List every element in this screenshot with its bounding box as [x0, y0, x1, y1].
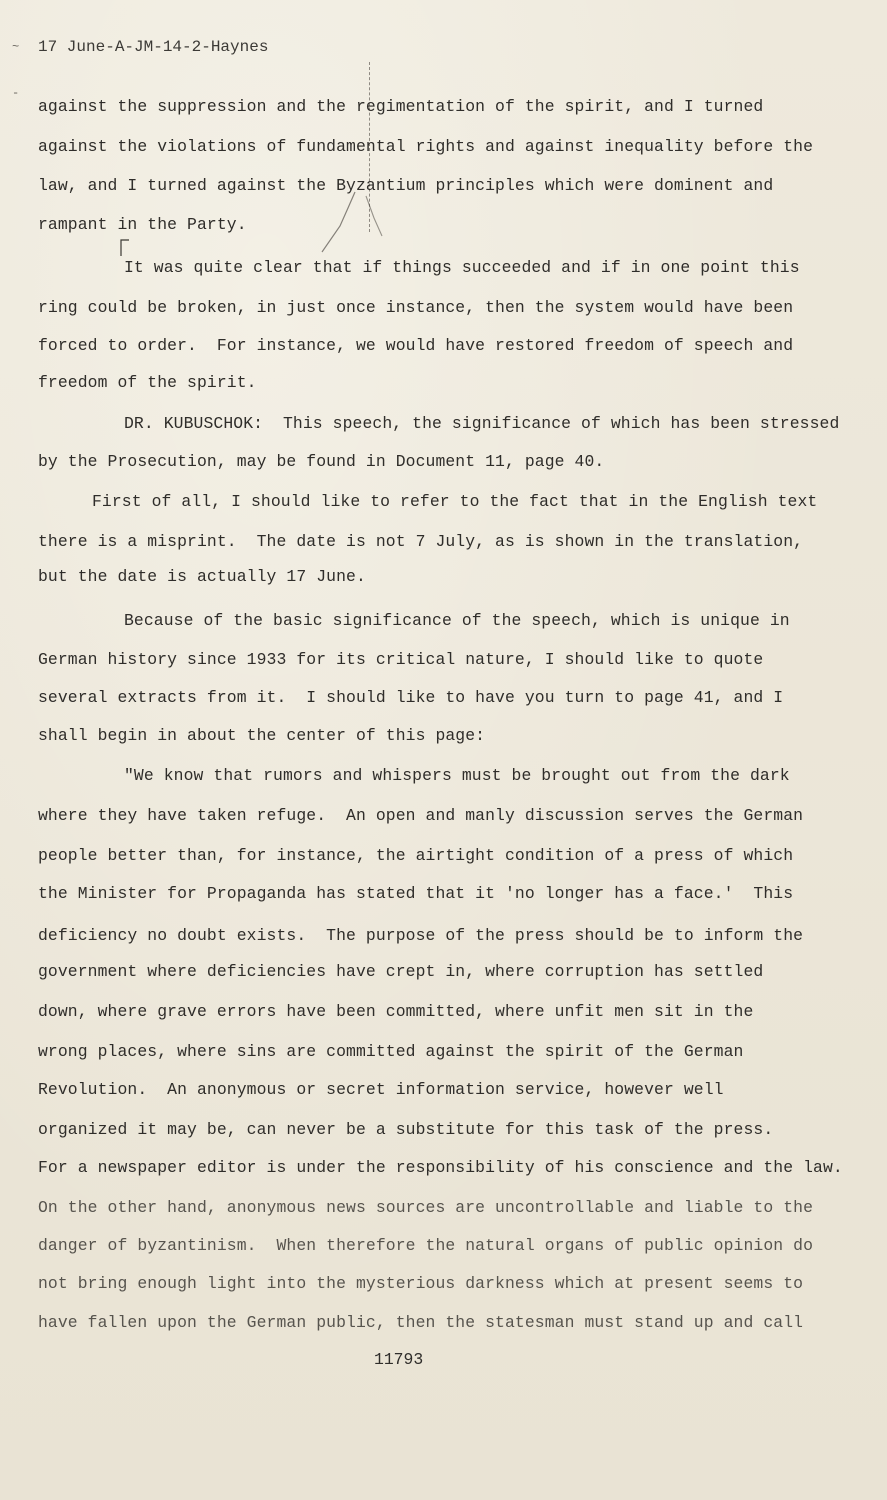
margin-tick-mark: - [12, 86, 20, 100]
text-line: German history since 1933 for its critical nature, I should like to quote [38, 650, 764, 669]
text-line: where they have taken refuge. An open and manly discussion serves the German [38, 806, 804, 825]
text-line: by the Prosecution, may be found in Document 11, page 40. [38, 452, 605, 471]
text-line: several extracts from it. I should like to have you turn to page 41, and I [38, 688, 784, 707]
tear-mark [300, 186, 400, 266]
text-line: forced to order. For instance, we would have restored freedom of speech and [38, 336, 794, 355]
text-line: down, where grave errors have been committed, where unfit men sit in the [38, 1002, 754, 1021]
text-line: but the date is actually 17 June. [38, 567, 366, 586]
text-line: people better than, for instance, the airtight condition of a press of which [38, 846, 794, 865]
text-line: law, and I turned against the Byzantium principles which were dominent and [38, 176, 774, 195]
margin-tick-mark: ~ [12, 40, 20, 54]
text-line: freedom of the spirit. [38, 373, 257, 392]
text-line: It was quite clear that if things succeeded and if in one point this [124, 258, 800, 277]
bracket-mark [118, 238, 132, 258]
text-line: not bring enough light into the mysterious darkness which at present seems to [38, 1274, 804, 1293]
text-line: "We know that rumors and whispers must be brought out from the dark [124, 766, 790, 785]
text-line: organized it may be, can never be a substitute for this task of the press. [38, 1120, 774, 1139]
text-line: ring could be broken, in just once instance, then the system would have been [38, 298, 794, 317]
text-line: rampant in the Party. [38, 215, 247, 234]
page-number: 11793 [374, 1350, 424, 1369]
text-line: there is a misprint. The date is not 7 July, as is shown in the translation, [38, 532, 804, 551]
text-line: have fallen upon the German public, then the statesman must stand up and call [38, 1313, 804, 1332]
text-line: deficiency no doubt exists. The purpose of the press should be to inform the [38, 926, 804, 945]
text-line: government where deficiencies have crept in, where corruption has settled [38, 962, 764, 981]
text-line: against the suppression and the regimentation of the spirit, and I turned [38, 97, 764, 116]
text-line: the Minister for Propaganda has stated that it 'no longer has a face.' This [38, 884, 794, 903]
text-line: Because of the basic significance of the speech, which is unique in [124, 611, 790, 630]
page-header: 17 June-A-JM-14-2-Haynes [38, 38, 269, 56]
text-line: shall begin in about the center of this page: [38, 726, 486, 745]
text-line: against the violations of fundamental rights and against inequality before the [38, 137, 814, 156]
text-line: wrong places, where sins are committed against the spirit of the German [38, 1042, 744, 1061]
text-line: DR. KUBUSCHOK: This speech, the significance of which has been stressed [124, 414, 840, 433]
text-line: First of all, I should like to refer to the fact that in the English text [92, 492, 818, 511]
text-line: Revolution. An anonymous or secret information service, however well [38, 1080, 724, 1099]
text-line: danger of byzantinism. When therefore the natural organs of public opinion do [38, 1236, 814, 1255]
text-line: For a newspaper editor is under the responsibility of his conscience and the law. [38, 1158, 843, 1177]
text-line: On the other hand, anonymous news sources are uncontrollable and liable to the [38, 1198, 814, 1217]
